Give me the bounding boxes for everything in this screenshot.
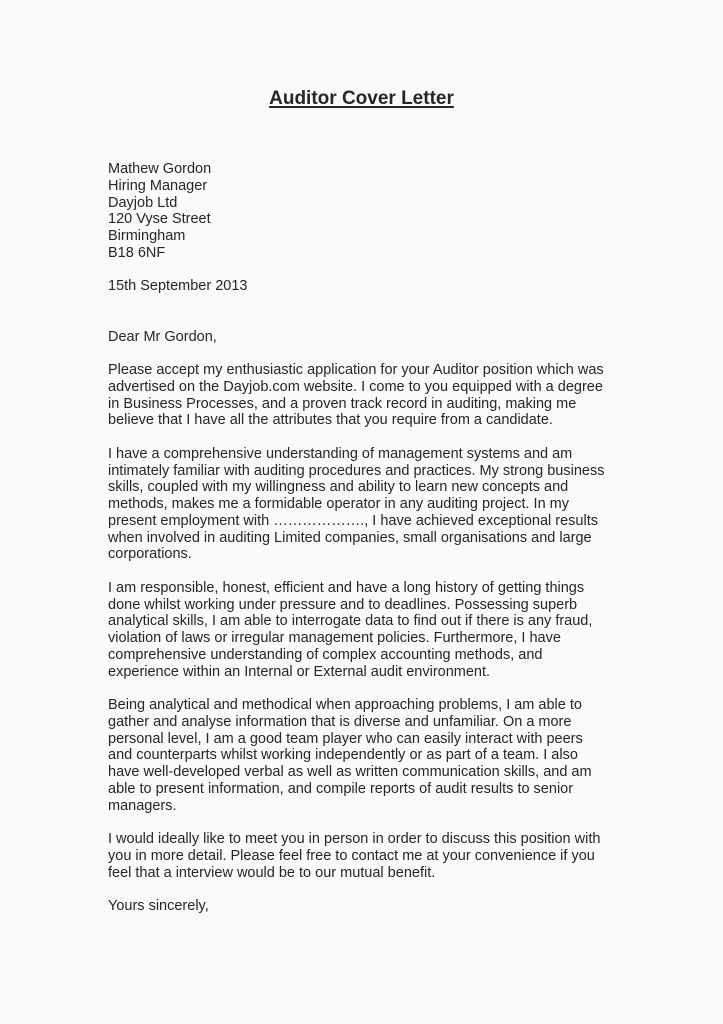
paragraph (108, 362, 604, 429)
paragraph-line: experience within an Internal or External audit environment. (108, 663, 491, 680)
address-line: Birmingham (108, 228, 186, 244)
paragraph-line: have well-developed verbal as well as written communication skills, and am (108, 764, 592, 780)
address-line: Dayjob Ltd (108, 194, 178, 211)
paragraph (108, 580, 604, 681)
paragraph-line: corporations. (108, 546, 192, 563)
address-line: Hiring Manager (108, 177, 208, 194)
paragraph-line: in Business Processes, and a proven track record in auditing, making me (108, 395, 577, 412)
paragraph (108, 446, 604, 563)
salutation: Dear Mr Gordon, (108, 328, 217, 345)
paragraph (108, 831, 604, 881)
paragraph-line: I have a comprehensive understanding of management systems and am (108, 445, 573, 462)
paragraph-line: and counterparts whilst working independently or as part of a team. I also (108, 747, 578, 764)
paragraph-line: believe that I have all the attributes that you require from a candidate. (108, 412, 553, 429)
paragraph-line: I would ideally like to meet you in person in order to discuss this position with (108, 831, 601, 847)
address-line: Mathew Gordon (108, 161, 212, 177)
letter-date: 15th September 2013 (108, 278, 248, 295)
paragraph-line: advertised on the Dayjob.com website. I come to you equipped with a degree (108, 378, 603, 395)
paragraphs (108, 362, 604, 898)
paragraph-line: done whilst working under pressure and to deadlines. Possessing superb (108, 596, 578, 613)
paragraph-line: Being analytical and methodical when approaching problems, I am able to (108, 697, 582, 713)
paragraph-line: I am responsible, honest, efficient and have a long history of getting things (108, 579, 585, 596)
closing: Yours sincerely, (108, 898, 209, 914)
paragraph-line: comprehensive understanding of complex accounting methods, and (108, 646, 543, 663)
paragraph-line: present employment with ………………., I have achieved exceptional results (108, 512, 598, 529)
paragraph-line: methods, makes me a formidable operator in any auditing project. In my (108, 496, 570, 512)
address-line: B18 6NF (108, 244, 166, 261)
paragraph (108, 697, 604, 814)
paragraph-line: managers. (108, 797, 177, 814)
paragraph-line: violation of laws or irregular management policies. Furthermore, I have (108, 630, 561, 646)
paragraph-line: Please accept my enthusiastic application for your Auditor position which was (108, 362, 604, 378)
paragraph-line: you in more detail. Please feel free to contact me at your convenience if you (108, 847, 595, 864)
paragraph-line: personal level, I am a good team player who can easily interact with peers (108, 730, 583, 747)
paragraph-line: skills, coupled with my willingness and ability to learn new concepts and (108, 479, 569, 496)
recipient-address (108, 161, 604, 262)
paragraph-line: able to present information, and compile reports of audit results to senior (108, 780, 574, 797)
letter-body (108, 161, 604, 915)
paragraph-line: analytical skills, I am able to interrogate data to find out if there is any fraud, (108, 613, 593, 630)
paragraph-line: when involved in auditing Limited companies, small organisations and large (108, 529, 592, 546)
address-line: 120 Vyse Street (108, 211, 211, 228)
paragraph-line: feel that a interview would be to our mutual benefit. (108, 864, 436, 881)
paragraph-line: gather and analyse information that is diverse and unfamiliar. On a more (108, 713, 572, 730)
paragraph-line: intimately familiar with auditing procedures and practices. My strong business (108, 462, 605, 479)
document-title: Auditor Cover Letter (269, 88, 454, 109)
